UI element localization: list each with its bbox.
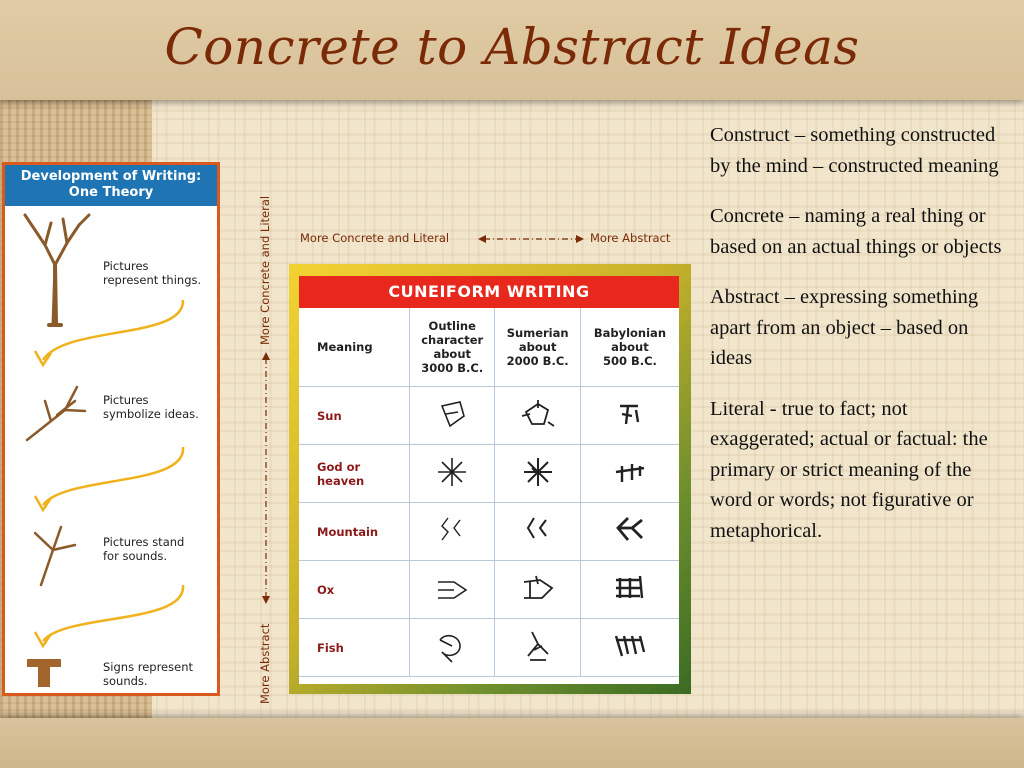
horizontal-double-arrow-icon xyxy=(476,231,586,247)
cuneiform-title: CUNEIFORM WRITING xyxy=(299,276,679,308)
meaning-text: Ox xyxy=(317,582,335,597)
column-header-line: Meaning xyxy=(317,340,373,354)
table-row xyxy=(299,619,679,677)
table-row xyxy=(299,503,679,561)
curve-arrow-icon xyxy=(35,585,183,646)
glyph-cell xyxy=(580,503,679,561)
footer-band xyxy=(0,718,1024,768)
ox-outline-glyph-icon xyxy=(432,568,472,608)
god-sumerian-glyph-icon xyxy=(518,452,558,492)
glyph-cell xyxy=(410,445,495,503)
fish-outline-glyph-icon xyxy=(432,626,472,666)
curve-arrow-icon xyxy=(35,447,183,510)
ox-sumerian-glyph-icon xyxy=(518,568,558,608)
column-header xyxy=(580,308,679,387)
stage-caption-line: Pictures xyxy=(103,393,149,407)
stage-caption-line: Signs represent xyxy=(103,660,193,674)
development-of-writing-panel xyxy=(2,162,220,696)
glyph-cell xyxy=(580,619,679,677)
column-header-line: Outline xyxy=(428,319,476,333)
glyph-cell xyxy=(495,503,580,561)
column-header-line: 2000 B.C. xyxy=(506,354,569,368)
column-header-line: 3000 B.C. xyxy=(421,361,484,375)
column-header xyxy=(495,308,580,387)
column-header xyxy=(410,308,495,387)
sun-sumerian-glyph-icon xyxy=(518,394,558,434)
column-header-line: 500 B.C. xyxy=(602,354,657,368)
glyph-cell xyxy=(495,445,580,503)
stage-caption xyxy=(103,259,201,287)
meaning-text: Fish xyxy=(317,640,344,655)
stage-caption-line: Pictures stand xyxy=(103,535,185,549)
definition-construct: Construct – something constructed by the mind – constructed meaning xyxy=(710,124,999,177)
stage-caption-line: Pictures xyxy=(103,259,149,273)
glyph-cell xyxy=(580,561,679,619)
column-header xyxy=(299,308,410,387)
sun-babylonian-glyph-icon xyxy=(610,394,650,434)
cuneiform-card-inner xyxy=(299,276,679,684)
meaning-text: Sun xyxy=(317,408,342,423)
fish-sumerian-glyph-icon xyxy=(518,626,558,666)
axis-abstract-label: More Abstract xyxy=(590,231,671,245)
ox-babylonian-glyph-icon xyxy=(610,568,650,608)
definition-concrete: Concrete – naming a real thing or based on an actual things or objects xyxy=(710,205,1002,258)
glyph-cell xyxy=(580,445,679,503)
panel-header-line1: Development of Writing: xyxy=(20,169,202,184)
meaning-text: heaven xyxy=(317,473,365,488)
definitions-text xyxy=(710,120,1010,566)
glyph-cell xyxy=(410,561,495,619)
table-row xyxy=(299,561,679,619)
twig-icon xyxy=(35,527,75,585)
definition-literal: Literal - true to fact; not exaggerated; actual or factual: the primary or strict meaning of the word or words; not figurative or metaphorical. xyxy=(710,397,988,542)
god-outline-glyph-icon xyxy=(432,452,472,492)
meaning-cell xyxy=(299,445,410,503)
cuneiform-table xyxy=(299,308,679,677)
mountain-sumerian-glyph-icon xyxy=(518,510,558,550)
glyph-cell xyxy=(410,619,495,677)
stage-illustrations xyxy=(5,165,217,693)
stage-caption xyxy=(103,660,193,688)
mountain-babylonian-glyph-icon xyxy=(610,510,650,550)
glyph-cell xyxy=(495,619,580,677)
column-header-line: about xyxy=(518,340,557,354)
stage-caption-line: for sounds. xyxy=(103,549,168,563)
stage-caption-line: sounds. xyxy=(103,674,148,688)
meaning-cell xyxy=(299,387,410,445)
glyph-cell xyxy=(410,503,495,561)
mountain-outline-glyph-icon xyxy=(432,510,472,550)
column-header-line: character xyxy=(421,333,484,347)
meaning-text: Mountain xyxy=(317,524,379,539)
god-babylonian-glyph-icon xyxy=(610,452,650,492)
panel-header-line2: One Theory xyxy=(68,185,154,200)
stage-caption xyxy=(103,393,199,421)
table-row xyxy=(299,387,679,445)
column-header-line: about xyxy=(611,340,649,354)
branch-icon xyxy=(27,387,85,440)
meaning-cell xyxy=(299,561,410,619)
meaning-cell xyxy=(299,619,410,677)
glyph-cell xyxy=(495,387,580,445)
fish-babylonian-glyph-icon xyxy=(610,626,650,666)
stage-caption-line: symbolize ideas. xyxy=(103,407,199,421)
table-header-row xyxy=(299,308,679,387)
vertical-axis-abstract-label: More Abstract xyxy=(258,623,272,704)
letter-t-icon xyxy=(27,659,61,687)
meaning-cell xyxy=(299,503,410,561)
cuneiform-card xyxy=(289,264,691,694)
glyph-cell xyxy=(495,561,580,619)
slide-title: Concrete to Abstract Ideas xyxy=(164,18,860,76)
column-header-line: Sumerian xyxy=(506,326,569,340)
column-header-line: Babylonian xyxy=(593,326,667,340)
meaning-text: God or xyxy=(317,459,361,474)
vertical-axis-concrete-label: More Concrete and Literal xyxy=(258,195,272,345)
stage-caption-line: represent things. xyxy=(103,273,202,287)
glyph-cell xyxy=(580,387,679,445)
column-header-line: about xyxy=(433,347,472,361)
glyph-cell xyxy=(410,387,495,445)
sun-outline-glyph-icon xyxy=(432,394,472,434)
stage-caption xyxy=(103,535,184,563)
definition-abstract: Abstract – expressing something apart from an object – based on ideas xyxy=(710,286,979,369)
vertical-double-arrow-icon xyxy=(258,350,274,606)
axis-concrete-label: More Concrete and Literal xyxy=(300,231,450,245)
tree-icon xyxy=(25,215,89,325)
table-row xyxy=(299,445,679,503)
